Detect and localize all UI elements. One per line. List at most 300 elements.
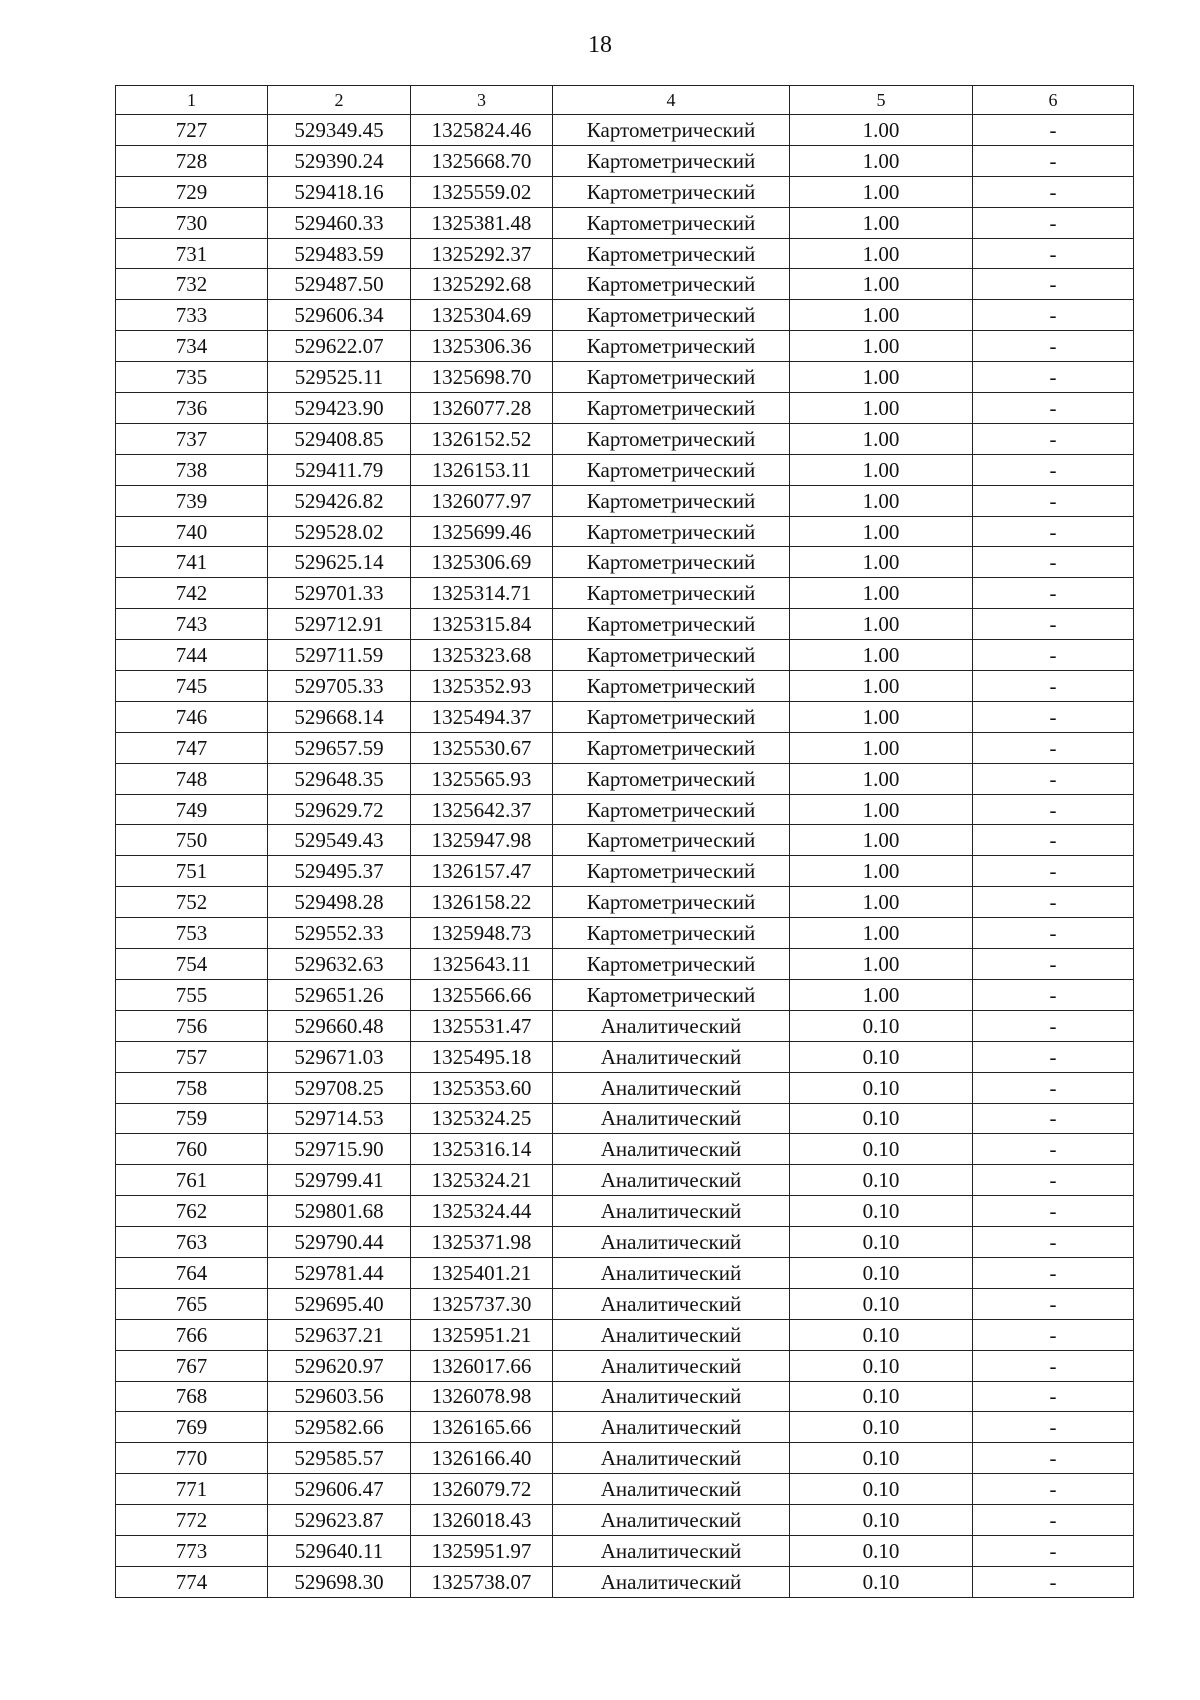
- x-coordinate-cell: 529418.16: [268, 176, 411, 207]
- table-row: [116, 1257, 1134, 1288]
- note-cell: -: [973, 1566, 1134, 1597]
- x-coordinate-cell: 529660.48: [268, 1010, 411, 1041]
- table-row: [116, 794, 1134, 825]
- x-coordinate-cell: 529695.40: [268, 1288, 411, 1319]
- accuracy-cell: 1.00: [790, 794, 973, 825]
- note-cell: -: [973, 949, 1134, 980]
- x-coordinate-cell: 529781.44: [268, 1257, 411, 1288]
- note-cell: -: [973, 207, 1134, 238]
- note-cell: -: [973, 1196, 1134, 1227]
- method-cell: Картометрический: [553, 609, 790, 640]
- x-coordinate-cell: 529714.53: [268, 1103, 411, 1134]
- note-cell: -: [973, 1412, 1134, 1443]
- x-coordinate-cell: 529487.50: [268, 269, 411, 300]
- point-number-cell: 736: [116, 393, 268, 424]
- accuracy-cell: 0.10: [790, 1072, 973, 1103]
- method-cell: Картометрический: [553, 300, 790, 331]
- x-coordinate-cell: 529390.24: [268, 145, 411, 176]
- note-cell: -: [973, 516, 1134, 547]
- header-cell-4: 4: [553, 86, 790, 115]
- table-row: [116, 1350, 1134, 1381]
- y-coordinate-cell: 1326153.11: [411, 454, 553, 485]
- accuracy-cell: 1.00: [790, 423, 973, 454]
- note-cell: -: [973, 856, 1134, 887]
- y-coordinate-cell: 1325292.68: [411, 269, 553, 300]
- point-number-cell: 751: [116, 856, 268, 887]
- x-coordinate-cell: 529711.59: [268, 640, 411, 671]
- y-coordinate-cell: 1325324.21: [411, 1165, 553, 1196]
- point-number-cell: 759: [116, 1103, 268, 1134]
- accuracy-cell: 0.10: [790, 1381, 973, 1412]
- y-coordinate-cell: 1325668.70: [411, 145, 553, 176]
- y-coordinate-cell: 1325698.70: [411, 362, 553, 393]
- note-cell: -: [973, 1041, 1134, 1072]
- note-cell: -: [973, 1350, 1134, 1381]
- y-coordinate-cell: 1325642.37: [411, 794, 553, 825]
- note-cell: -: [973, 1103, 1134, 1134]
- table-row: [116, 1381, 1134, 1412]
- table-row: [116, 1134, 1134, 1165]
- note-cell: -: [973, 1010, 1134, 1041]
- point-number-cell: 730: [116, 207, 268, 238]
- y-coordinate-cell: 1326077.28: [411, 393, 553, 424]
- x-coordinate-cell: 529606.34: [268, 300, 411, 331]
- table-row: [116, 238, 1134, 269]
- method-cell: Картометрический: [553, 145, 790, 176]
- accuracy-cell: 1.00: [790, 701, 973, 732]
- method-cell: Картометрический: [553, 825, 790, 856]
- point-number-cell: 728: [116, 145, 268, 176]
- point-number-cell: 768: [116, 1381, 268, 1412]
- x-coordinate-cell: 529671.03: [268, 1041, 411, 1072]
- x-coordinate-cell: 529799.41: [268, 1165, 411, 1196]
- accuracy-cell: 0.10: [790, 1505, 973, 1536]
- accuracy-cell: 1.00: [790, 825, 973, 856]
- y-coordinate-cell: 1325737.30: [411, 1288, 553, 1319]
- note-cell: -: [973, 794, 1134, 825]
- table-row: [116, 1319, 1134, 1350]
- note-cell: -: [973, 1535, 1134, 1566]
- table-row: [116, 640, 1134, 671]
- method-cell: Картометрический: [553, 207, 790, 238]
- table-row: [116, 1535, 1134, 1566]
- note-cell: -: [973, 393, 1134, 424]
- note-cell: -: [973, 732, 1134, 763]
- y-coordinate-cell: 1325495.18: [411, 1041, 553, 1072]
- y-coordinate-cell: 1325531.47: [411, 1010, 553, 1041]
- method-cell: Картометрический: [553, 115, 790, 146]
- table-row: [116, 207, 1134, 238]
- method-cell: Аналитический: [553, 1103, 790, 1134]
- point-number-cell: 770: [116, 1443, 268, 1474]
- x-coordinate-cell: 529622.07: [268, 331, 411, 362]
- point-number-cell: 731: [116, 238, 268, 269]
- y-coordinate-cell: 1325494.37: [411, 701, 553, 732]
- table-row: [116, 732, 1134, 763]
- method-cell: Картометрический: [553, 547, 790, 578]
- y-coordinate-cell: 1325951.21: [411, 1319, 553, 1350]
- x-coordinate-cell: 529411.79: [268, 454, 411, 485]
- note-cell: -: [973, 1381, 1134, 1412]
- x-coordinate-cell: 529708.25: [268, 1072, 411, 1103]
- accuracy-cell: 1.00: [790, 300, 973, 331]
- point-number-cell: 734: [116, 331, 268, 362]
- method-cell: Картометрический: [553, 732, 790, 763]
- point-number-cell: 741: [116, 547, 268, 578]
- accuracy-cell: 0.10: [790, 1350, 973, 1381]
- point-number-cell: 764: [116, 1257, 268, 1288]
- x-coordinate-cell: 529603.56: [268, 1381, 411, 1412]
- note-cell: -: [973, 1319, 1134, 1350]
- note-cell: -: [973, 979, 1134, 1010]
- method-cell: Аналитический: [553, 1072, 790, 1103]
- y-coordinate-cell: 1325306.69: [411, 547, 553, 578]
- accuracy-cell: 1.00: [790, 331, 973, 362]
- y-coordinate-cell: 1325530.67: [411, 732, 553, 763]
- table-row: [116, 701, 1134, 732]
- note-cell: -: [973, 485, 1134, 516]
- method-cell: Картометрический: [553, 454, 790, 485]
- note-cell: -: [973, 609, 1134, 640]
- table-header: [116, 86, 1134, 115]
- point-number-cell: 763: [116, 1227, 268, 1258]
- x-coordinate-cell: 529701.33: [268, 578, 411, 609]
- header-cell-6: 6: [973, 86, 1134, 115]
- note-cell: -: [973, 671, 1134, 702]
- table-row: [116, 1288, 1134, 1319]
- y-coordinate-cell: 1325824.46: [411, 115, 553, 146]
- table-row: [116, 979, 1134, 1010]
- table-row: [116, 485, 1134, 516]
- y-coordinate-cell: 1325315.84: [411, 609, 553, 640]
- accuracy-cell: 0.10: [790, 1288, 973, 1319]
- table-row: [116, 609, 1134, 640]
- point-number-cell: 772: [116, 1505, 268, 1536]
- x-coordinate-cell: 529620.97: [268, 1350, 411, 1381]
- point-number-cell: 745: [116, 671, 268, 702]
- point-number-cell: 758: [116, 1072, 268, 1103]
- method-cell: Аналитический: [553, 1566, 790, 1597]
- method-cell: Картометрический: [553, 238, 790, 269]
- y-coordinate-cell: 1325324.44: [411, 1196, 553, 1227]
- x-coordinate-cell: 529528.02: [268, 516, 411, 547]
- table-row: [116, 269, 1134, 300]
- note-cell: -: [973, 362, 1134, 393]
- method-cell: Аналитический: [553, 1350, 790, 1381]
- note-cell: -: [973, 115, 1134, 146]
- header-cell-1: 1: [116, 86, 268, 115]
- accuracy-cell: 0.10: [790, 1227, 973, 1258]
- table-row: [116, 1103, 1134, 1134]
- x-coordinate-cell: 529408.85: [268, 423, 411, 454]
- method-cell: Картометрический: [553, 423, 790, 454]
- method-cell: Картометрический: [553, 701, 790, 732]
- note-cell: -: [973, 1072, 1134, 1103]
- method-cell: Картометрический: [553, 578, 790, 609]
- x-coordinate-cell: 529790.44: [268, 1227, 411, 1258]
- accuracy-cell: 1.00: [790, 238, 973, 269]
- method-cell: Аналитический: [553, 1443, 790, 1474]
- accuracy-cell: 1.00: [790, 145, 973, 176]
- note-cell: -: [973, 640, 1134, 671]
- point-number-cell: 762: [116, 1196, 268, 1227]
- accuracy-cell: 1.00: [790, 516, 973, 547]
- note-cell: -: [973, 454, 1134, 485]
- method-cell: Картометрический: [553, 362, 790, 393]
- note-cell: -: [973, 331, 1134, 362]
- point-number-cell: 750: [116, 825, 268, 856]
- method-cell: Картометрический: [553, 640, 790, 671]
- point-number-cell: 773: [116, 1535, 268, 1566]
- method-cell: Аналитический: [553, 1227, 790, 1258]
- note-cell: -: [973, 1288, 1134, 1319]
- x-coordinate-cell: 529657.59: [268, 732, 411, 763]
- accuracy-cell: 1.00: [790, 393, 973, 424]
- table-row: [116, 115, 1134, 146]
- accuracy-cell: 1.00: [790, 732, 973, 763]
- y-coordinate-cell: 1325352.93: [411, 671, 553, 702]
- table-row: [116, 393, 1134, 424]
- table-row: [116, 671, 1134, 702]
- point-number-cell: 771: [116, 1474, 268, 1505]
- y-coordinate-cell: 1325951.97: [411, 1535, 553, 1566]
- accuracy-cell: 0.10: [790, 1257, 973, 1288]
- method-cell: Картометрический: [553, 176, 790, 207]
- accuracy-cell: 1.00: [790, 856, 973, 887]
- y-coordinate-cell: 1325304.69: [411, 300, 553, 331]
- accuracy-cell: 1.00: [790, 763, 973, 794]
- x-coordinate-cell: 529715.90: [268, 1134, 411, 1165]
- accuracy-cell: 1.00: [790, 115, 973, 146]
- accuracy-cell: 0.10: [790, 1443, 973, 1474]
- x-coordinate-cell: 529640.11: [268, 1535, 411, 1566]
- table-row: [116, 1196, 1134, 1227]
- accuracy-cell: 0.10: [790, 1041, 973, 1072]
- table-row: [116, 423, 1134, 454]
- x-coordinate-cell: 529705.33: [268, 671, 411, 702]
- x-coordinate-cell: 529423.90: [268, 393, 411, 424]
- y-coordinate-cell: 1325559.02: [411, 176, 553, 207]
- method-cell: Картометрический: [553, 331, 790, 362]
- x-coordinate-cell: 529549.43: [268, 825, 411, 856]
- method-cell: Картометрический: [553, 485, 790, 516]
- accuracy-cell: 1.00: [790, 979, 973, 1010]
- table-row: [116, 1443, 1134, 1474]
- accuracy-cell: 0.10: [790, 1010, 973, 1041]
- accuracy-cell: 0.10: [790, 1319, 973, 1350]
- table-row: [116, 856, 1134, 887]
- table-row: [116, 362, 1134, 393]
- note-cell: -: [973, 176, 1134, 207]
- accuracy-cell: 0.10: [790, 1566, 973, 1597]
- accuracy-cell: 0.10: [790, 1134, 973, 1165]
- y-coordinate-cell: 1325381.48: [411, 207, 553, 238]
- accuracy-cell: 1.00: [790, 176, 973, 207]
- x-coordinate-cell: 529585.57: [268, 1443, 411, 1474]
- header-cell-5: 5: [790, 86, 973, 115]
- y-coordinate-cell: 1325316.14: [411, 1134, 553, 1165]
- y-coordinate-cell: 1325948.73: [411, 918, 553, 949]
- point-number-cell: 753: [116, 918, 268, 949]
- x-coordinate-cell: 529668.14: [268, 701, 411, 732]
- point-number-cell: 735: [116, 362, 268, 393]
- point-number-cell: 733: [116, 300, 268, 331]
- accuracy-cell: 0.10: [790, 1165, 973, 1196]
- table-row: [116, 887, 1134, 918]
- y-coordinate-cell: 1325314.71: [411, 578, 553, 609]
- table-row: [116, 949, 1134, 980]
- method-cell: Аналитический: [553, 1041, 790, 1072]
- method-cell: Картометрический: [553, 763, 790, 794]
- page-number: 18: [588, 32, 612, 58]
- point-number-cell: 744: [116, 640, 268, 671]
- note-cell: -: [973, 238, 1134, 269]
- point-number-cell: 749: [116, 794, 268, 825]
- note-cell: -: [973, 547, 1134, 578]
- method-cell: Аналитический: [553, 1412, 790, 1443]
- y-coordinate-cell: 1325306.36: [411, 331, 553, 362]
- method-cell: Аналитический: [553, 1381, 790, 1412]
- x-coordinate-cell: 529483.59: [268, 238, 411, 269]
- point-number-cell: 742: [116, 578, 268, 609]
- coordinates-table: [115, 85, 1134, 1598]
- note-cell: -: [973, 825, 1134, 856]
- y-coordinate-cell: 1325401.21: [411, 1257, 553, 1288]
- point-number-cell: 737: [116, 423, 268, 454]
- note-cell: -: [973, 1443, 1134, 1474]
- note-cell: -: [973, 887, 1134, 918]
- method-cell: Картометрический: [553, 856, 790, 887]
- table-row: [116, 763, 1134, 794]
- accuracy-cell: 1.00: [790, 269, 973, 300]
- point-number-cell: 760: [116, 1134, 268, 1165]
- x-coordinate-cell: 529525.11: [268, 362, 411, 393]
- note-cell: -: [973, 423, 1134, 454]
- point-number-cell: 769: [116, 1412, 268, 1443]
- y-coordinate-cell: 1326078.98: [411, 1381, 553, 1412]
- x-coordinate-cell: 529426.82: [268, 485, 411, 516]
- accuracy-cell: 1.00: [790, 887, 973, 918]
- point-number-cell: 727: [116, 115, 268, 146]
- y-coordinate-cell: 1326018.43: [411, 1505, 553, 1536]
- table-row: [116, 1412, 1134, 1443]
- x-coordinate-cell: 529460.33: [268, 207, 411, 238]
- method-cell: Аналитический: [553, 1505, 790, 1536]
- accuracy-cell: 0.10: [790, 1474, 973, 1505]
- method-cell: Аналитический: [553, 1288, 790, 1319]
- method-cell: Аналитический: [553, 1010, 790, 1041]
- method-cell: Картометрический: [553, 979, 790, 1010]
- y-coordinate-cell: 1326166.40: [411, 1443, 553, 1474]
- table-row: [116, 1474, 1134, 1505]
- note-cell: -: [973, 578, 1134, 609]
- x-coordinate-cell: 529552.33: [268, 918, 411, 949]
- note-cell: -: [973, 763, 1134, 794]
- method-cell: Картометрический: [553, 949, 790, 980]
- y-coordinate-cell: 1325323.68: [411, 640, 553, 671]
- x-coordinate-cell: 529498.28: [268, 887, 411, 918]
- table-body: [116, 115, 1134, 1598]
- accuracy-cell: 0.10: [790, 1412, 973, 1443]
- accuracy-cell: 1.00: [790, 362, 973, 393]
- table-row: [116, 331, 1134, 362]
- point-number-cell: 761: [116, 1165, 268, 1196]
- y-coordinate-cell: 1325292.37: [411, 238, 553, 269]
- point-number-cell: 774: [116, 1566, 268, 1597]
- note-cell: -: [973, 145, 1134, 176]
- x-coordinate-cell: 529712.91: [268, 609, 411, 640]
- point-number-cell: 748: [116, 763, 268, 794]
- y-coordinate-cell: 1325324.25: [411, 1103, 553, 1134]
- method-cell: Картометрический: [553, 393, 790, 424]
- x-coordinate-cell: 529648.35: [268, 763, 411, 794]
- y-coordinate-cell: 1326017.66: [411, 1350, 553, 1381]
- method-cell: Картометрический: [553, 794, 790, 825]
- x-coordinate-cell: 529801.68: [268, 1196, 411, 1227]
- method-cell: Аналитический: [553, 1257, 790, 1288]
- method-cell: Аналитический: [553, 1134, 790, 1165]
- table-row: [116, 547, 1134, 578]
- point-number-cell: 757: [116, 1041, 268, 1072]
- method-cell: Картометрический: [553, 887, 790, 918]
- method-cell: Аналитический: [553, 1319, 790, 1350]
- y-coordinate-cell: 1325738.07: [411, 1566, 553, 1597]
- method-cell: Картометрический: [553, 516, 790, 547]
- header-cell-3: 3: [411, 86, 553, 115]
- point-number-cell: 738: [116, 454, 268, 485]
- table-row: [116, 1566, 1134, 1597]
- table-row: [116, 1165, 1134, 1196]
- note-cell: -: [973, 1165, 1134, 1196]
- accuracy-cell: 1.00: [790, 918, 973, 949]
- note-cell: -: [973, 701, 1134, 732]
- note-cell: -: [973, 300, 1134, 331]
- header-row: [116, 86, 1134, 115]
- x-coordinate-cell: 529629.72: [268, 794, 411, 825]
- y-coordinate-cell: 1326157.47: [411, 856, 553, 887]
- x-coordinate-cell: 529698.30: [268, 1566, 411, 1597]
- y-coordinate-cell: 1326158.22: [411, 887, 553, 918]
- x-coordinate-cell: 529623.87: [268, 1505, 411, 1536]
- point-number-cell: 740: [116, 516, 268, 547]
- y-coordinate-cell: 1325643.11: [411, 949, 553, 980]
- point-number-cell: 729: [116, 176, 268, 207]
- point-number-cell: 743: [116, 609, 268, 640]
- accuracy-cell: 1.00: [790, 671, 973, 702]
- table-row: [116, 516, 1134, 547]
- accuracy-cell: 1.00: [790, 547, 973, 578]
- point-number-cell: 752: [116, 887, 268, 918]
- header-cell-2: 2: [268, 86, 411, 115]
- method-cell: Картометрический: [553, 918, 790, 949]
- x-coordinate-cell: 529582.66: [268, 1412, 411, 1443]
- method-cell: Аналитический: [553, 1474, 790, 1505]
- table-row: [116, 1505, 1134, 1536]
- table-row: [116, 918, 1134, 949]
- note-cell: -: [973, 1257, 1134, 1288]
- table-row: [116, 145, 1134, 176]
- y-coordinate-cell: 1325371.98: [411, 1227, 553, 1258]
- accuracy-cell: 1.00: [790, 949, 973, 980]
- accuracy-cell: 0.10: [790, 1196, 973, 1227]
- accuracy-cell: 1.00: [790, 485, 973, 516]
- point-number-cell: 746: [116, 701, 268, 732]
- point-number-cell: 767: [116, 1350, 268, 1381]
- method-cell: Аналитический: [553, 1196, 790, 1227]
- method-cell: Картометрический: [553, 671, 790, 702]
- accuracy-cell: 1.00: [790, 207, 973, 238]
- x-coordinate-cell: 529606.47: [268, 1474, 411, 1505]
